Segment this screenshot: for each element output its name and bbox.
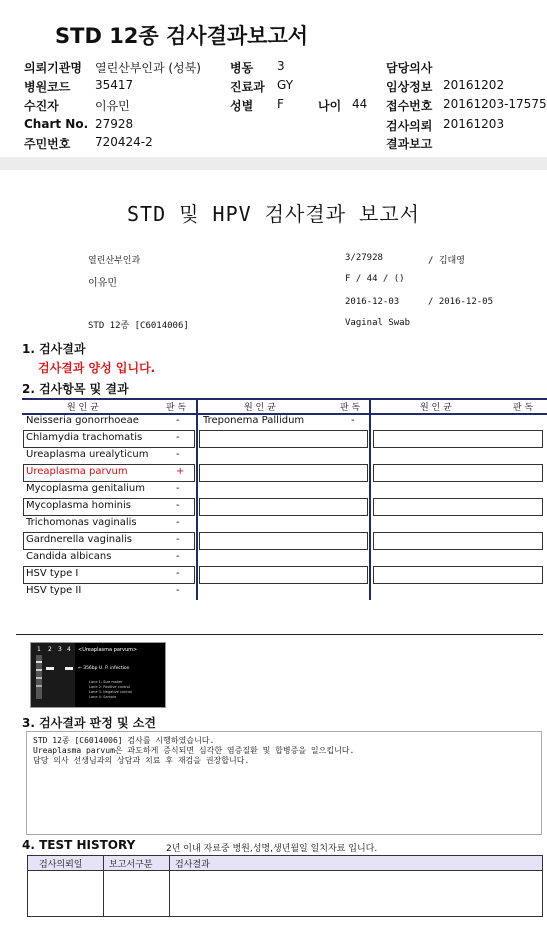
page-title: STD 12종 검사결과보고서 xyxy=(55,24,309,48)
empty-cell xyxy=(373,498,543,516)
header-label: 수진자 xyxy=(24,99,59,113)
header-value: 열린산부인과 (성북) xyxy=(95,61,201,75)
gel-legend: Lane 2: Positive control xyxy=(89,685,130,689)
receipt-date: 2016-12-03 xyxy=(345,297,400,307)
history-note: 2년 이내 자료중 병원,성명,생년월일 일치자료 입니다. xyxy=(166,844,378,854)
pathogen-result: + xyxy=(176,466,185,477)
lane-label: 2 xyxy=(48,646,52,653)
pathogen-name: Candida albicans xyxy=(26,551,112,562)
header-value: 35417 xyxy=(95,78,134,92)
test-code: STD 12종 [C6014006] xyxy=(88,321,189,331)
specimen: Vaginal Swab xyxy=(345,318,411,328)
section-separator xyxy=(0,157,547,170)
col1-pathogen-header: 원 인 균 xyxy=(67,403,99,413)
header-label: 임상정보 xyxy=(386,80,433,94)
pathogen-result: - xyxy=(176,517,180,528)
header-value: F xyxy=(277,97,284,111)
patient-name: 이유민 xyxy=(88,278,117,289)
table-divider xyxy=(103,856,104,916)
opinion-line: Ureaplasma parvum은 과도하게 증식되면 심각한 염증질환 및 합병증을 일으킵니다. xyxy=(33,746,355,755)
column-divider xyxy=(369,398,371,600)
divider xyxy=(16,634,543,635)
pathogen-name: Ureaplasma parvum xyxy=(26,466,128,477)
header-label: 접수번호 xyxy=(386,99,433,113)
header-label: 병동 xyxy=(230,61,254,75)
header-label: 검사의뢰 xyxy=(386,119,433,133)
col2-pathogen-header: 원 인 균 xyxy=(244,403,276,413)
gel-caption: <Ureaplasma parvum> xyxy=(78,647,138,653)
report-header xyxy=(0,0,547,157)
gel-electrophoresis-image xyxy=(31,643,165,707)
header-value: 20161202 xyxy=(443,78,505,92)
pathogen-name: Trichomonas vaginalis xyxy=(26,517,137,528)
col2-judge-header: 판 독 xyxy=(340,403,361,413)
header-value: 3 xyxy=(277,59,285,73)
header-label: 나이 xyxy=(318,99,342,113)
report-body xyxy=(0,170,547,930)
history-table-header xyxy=(28,856,542,871)
header-label: Chart No. xyxy=(24,117,89,131)
band-label: ← 356bp U. P. infection xyxy=(78,666,130,671)
section-1-title: 1. 검사결과 xyxy=(22,342,86,356)
empty-cell xyxy=(199,464,368,482)
empty-cell xyxy=(199,532,368,550)
result-summary: 검사결과 양성 입니다. xyxy=(38,361,156,375)
pathogen-name: Mycoplasma genitalium xyxy=(26,483,145,494)
pathogen-name: Neisseria gonorrhoeae xyxy=(26,415,139,426)
header-label: 결과보고 xyxy=(386,137,433,151)
pathogen-result: - xyxy=(176,415,180,426)
header-value: 720424-2 xyxy=(95,135,153,149)
table-divider xyxy=(169,856,170,916)
col3-judge-header: 판 독 xyxy=(513,403,534,413)
report-date: / 2016-12-05 xyxy=(428,297,494,307)
pathogen-name: Mycoplasma hominis xyxy=(26,500,131,511)
empty-cell xyxy=(199,430,368,448)
opinion-box xyxy=(26,731,542,835)
history-table xyxy=(27,855,543,917)
history-col-request-date: 검사의뢰일 xyxy=(39,860,83,870)
pathogen-name: HSV type I xyxy=(26,568,79,579)
section-2-title: 2. 검사항목 및 결과 xyxy=(22,382,129,396)
empty-cell xyxy=(199,498,368,516)
header-value: 20161203 xyxy=(443,117,505,131)
doctor-name: / 김대영 xyxy=(428,256,465,266)
pathogen-result: - xyxy=(176,483,180,494)
section-4-title: 4. TEST HISTORY xyxy=(22,838,136,852)
empty-cell xyxy=(373,532,543,550)
gel-image xyxy=(30,642,166,708)
header-label: 의뢰기관명 xyxy=(24,61,82,75)
column-divider xyxy=(196,398,198,600)
pathogen-name: HSV type II xyxy=(26,585,82,596)
pathogen-name: Ureaplasma urealyticum xyxy=(26,449,149,460)
header-value: 20161203-17575 xyxy=(443,97,547,111)
pathogen-name: Chlamydia trachomatis xyxy=(26,432,143,443)
empty-cell xyxy=(373,464,543,482)
history-col-result: 검사결과 xyxy=(175,860,210,870)
empty-cell xyxy=(373,430,543,448)
pathogen-name: Treponema Pallidum xyxy=(203,415,305,426)
header-label: 담당의사 xyxy=(386,61,433,75)
header-value: 이유민 xyxy=(95,99,130,113)
col3-pathogen-header: 원 인 균 xyxy=(420,403,452,413)
empty-cell xyxy=(373,566,543,584)
clinic-name: 열린산부인과 xyxy=(88,256,141,266)
opinion-line: STD 12종 [C6014006] 검사를 시행하였습니다. xyxy=(33,736,215,745)
lane-label: 4 xyxy=(67,646,71,653)
header-label: 진료과 xyxy=(230,80,265,94)
pathogen-result: - xyxy=(176,432,180,443)
items-table-header xyxy=(22,398,547,415)
header-label: 병원코드 xyxy=(24,80,71,94)
header-label: 주민번호 xyxy=(24,137,71,151)
empty-cell xyxy=(199,566,368,584)
pathogen-result: - xyxy=(176,568,180,579)
pathogen-result: - xyxy=(176,500,180,511)
header-label: 성별 xyxy=(230,99,254,113)
lane-label: 3 xyxy=(58,646,62,653)
header-value: GY xyxy=(277,78,294,92)
pathogen-result: - xyxy=(351,415,355,426)
pathogen-name: Gardnerella vaginalis xyxy=(26,534,132,545)
sex-age: F / 44 / () xyxy=(345,274,405,284)
opinion-line: 담당 의사 선생님과의 상담과 치료 후 재검을 권장합니다. xyxy=(33,756,250,765)
pathogen-result: - xyxy=(176,551,180,562)
lane-label: 1 xyxy=(37,646,41,653)
gel-legend: Lane 4: Sample xyxy=(89,695,117,699)
pathogen-result: - xyxy=(176,449,180,460)
gel-legend: Lane 3: Negative control xyxy=(89,690,133,694)
pathogen-result: - xyxy=(176,585,180,596)
history-col-report-type: 보고서구분 xyxy=(109,860,153,870)
gel-legend: Lane 1: Size maker xyxy=(89,680,123,684)
header-value: 27928 xyxy=(95,117,134,131)
chart-number: 3/27928 xyxy=(345,253,383,263)
report-title: STD 및 HPV 검사결과 보고서 xyxy=(127,202,420,226)
pathogen-result: - xyxy=(176,534,180,545)
col1-judge-header: 판 독 xyxy=(166,403,187,413)
header-value: 44 xyxy=(352,97,368,111)
section-3-title: 3. 검사결과 판정 및 소견 xyxy=(22,716,156,730)
